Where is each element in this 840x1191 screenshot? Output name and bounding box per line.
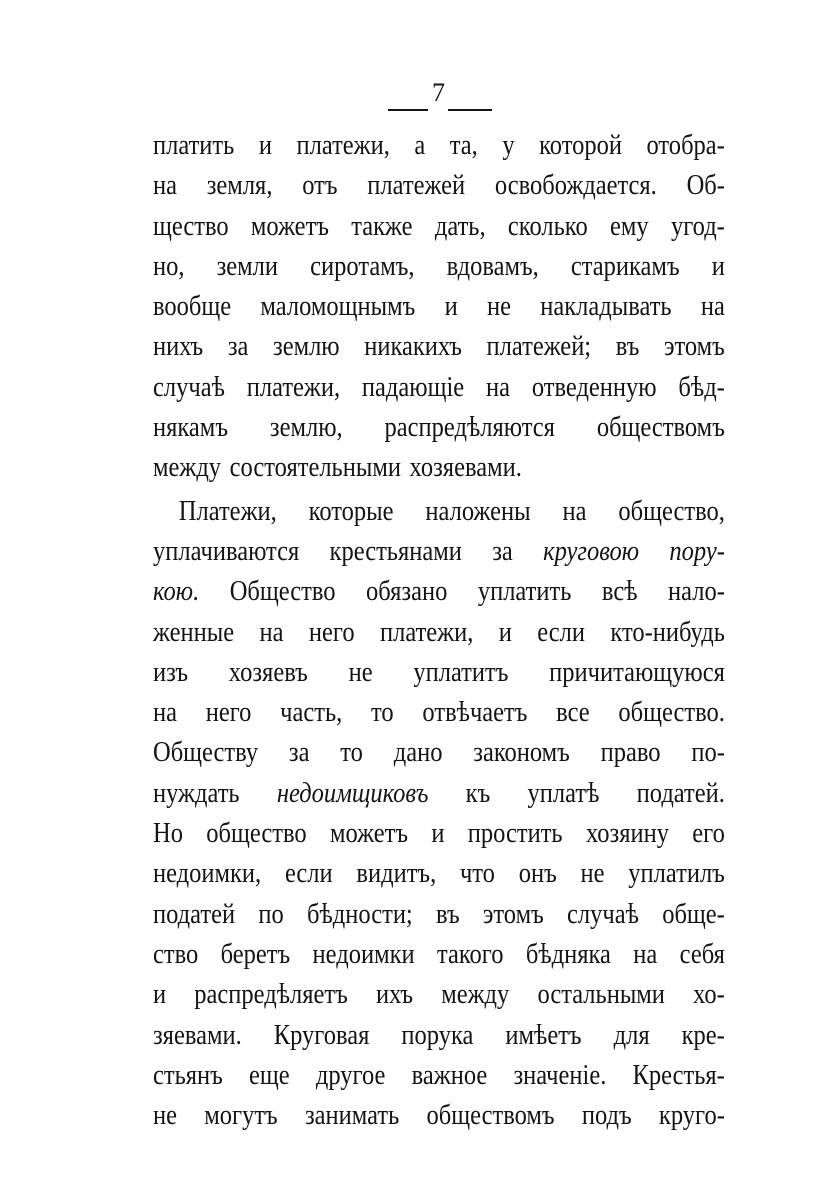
word: щество: [153, 210, 229, 242]
word: земли: [216, 250, 279, 282]
word: дать,: [434, 210, 486, 242]
word: которые: [308, 495, 394, 527]
word: уплачиваются: [153, 535, 300, 567]
word: ихъ: [375, 979, 414, 1011]
word: если: [537, 616, 585, 648]
text-line: [153, 895, 725, 935]
word: на: [485, 371, 510, 403]
word: хозяину: [585, 818, 669, 850]
text-line: [153, 368, 725, 408]
word: отведенную: [531, 371, 657, 403]
word: все: [556, 697, 590, 729]
word: податей: [153, 898, 236, 930]
word: уплатить: [477, 576, 572, 608]
word: освобождается.: [494, 170, 657, 202]
word: бѣдняка: [525, 938, 611, 970]
text-line: [153, 935, 725, 975]
word: недоимки: [312, 938, 415, 970]
word: платежи,: [246, 371, 341, 403]
text-line: [153, 814, 725, 854]
word: занимать: [304, 1100, 400, 1132]
word: остальными: [537, 979, 665, 1011]
word: право: [600, 737, 661, 769]
word: для: [613, 1019, 650, 1051]
word: платить: [153, 130, 235, 161]
word: Но: [153, 818, 183, 850]
word: имѣетъ: [505, 1019, 582, 1051]
word: вдовамъ,: [446, 250, 539, 282]
word: нихъ: [153, 331, 204, 363]
word: хозяевъ: [228, 656, 308, 688]
header-dash-right: [448, 109, 492, 111]
word: и: [431, 818, 445, 850]
word: у: [502, 130, 515, 161]
text-line: [153, 1056, 725, 1096]
word: кою.: [153, 576, 200, 608]
word: закономъ: [473, 737, 570, 769]
word: него: [308, 616, 355, 648]
word: наложены: [425, 495, 531, 527]
word: женные: [153, 616, 235, 648]
word: угод-: [670, 210, 725, 242]
word: сколько: [507, 210, 588, 242]
word: землю,: [269, 412, 343, 444]
word: стьянъ: [153, 1059, 223, 1091]
word: зяевами.: [153, 1019, 242, 1051]
word: онъ: [518, 858, 557, 890]
word: въ: [436, 898, 460, 930]
word: за: [492, 535, 513, 567]
word: него: [205, 697, 252, 729]
text-line: [153, 1016, 725, 1056]
text-line: [153, 572, 725, 612]
word: общество,: [618, 495, 725, 527]
word: земля,: [206, 170, 273, 202]
word: та,: [449, 130, 478, 161]
word: кто-нибудь: [610, 616, 725, 648]
word: между: [441, 979, 510, 1011]
word: круговою: [543, 535, 640, 567]
word: Об-: [686, 170, 725, 202]
word: еще: [249, 1059, 290, 1091]
word: подъ: [581, 1100, 632, 1132]
text-line: [153, 492, 725, 532]
text-line: [153, 653, 725, 693]
word: на: [153, 697, 177, 729]
word: можетъ: [250, 210, 329, 242]
word: и: [153, 979, 167, 1011]
word: обще-: [662, 898, 725, 930]
word: и: [444, 291, 458, 323]
text-line: [153, 247, 725, 287]
word: не: [580, 858, 605, 890]
word: по-: [691, 737, 725, 769]
word: обществомъ: [426, 1100, 555, 1132]
word: простить: [467, 818, 563, 850]
word: хо-: [693, 979, 725, 1011]
word: могутъ: [204, 1100, 278, 1132]
text-line: [153, 448, 725, 488]
word: бѣдности;: [306, 898, 413, 930]
word: обязано: [365, 576, 448, 608]
word: недоимщиковъ: [276, 777, 429, 809]
word: между: [153, 452, 222, 484]
word: обществомъ: [596, 412, 725, 444]
text-line: [153, 975, 725, 1015]
word: кре-: [681, 1019, 725, 1051]
word: накладывать: [540, 291, 672, 323]
word: маломощнымъ: [260, 291, 416, 323]
text-line: [153, 774, 725, 814]
word: беретъ: [220, 938, 291, 970]
text-line: [153, 733, 725, 773]
word: его: [692, 818, 725, 850]
word: платежи,: [379, 616, 474, 648]
word: общество: [206, 818, 307, 850]
word: другое: [315, 1059, 386, 1091]
word: а: [414, 130, 426, 161]
word: податей.: [636, 777, 725, 809]
word: отобра-: [646, 130, 725, 161]
word: уплатѣ: [527, 777, 600, 809]
word: пору-: [669, 535, 725, 567]
word: на: [700, 291, 725, 323]
word: недоимки,: [153, 858, 262, 890]
word: отъ: [302, 170, 338, 202]
word: крестьянами: [329, 535, 462, 567]
word: такого: [436, 938, 504, 970]
word: по: [258, 898, 284, 930]
word: къ: [465, 777, 491, 809]
word: Платежи,: [178, 495, 277, 527]
word: этомъ: [663, 331, 725, 363]
word: то: [371, 697, 394, 729]
word: часть,: [280, 697, 343, 729]
word: не: [348, 656, 373, 688]
word: бѣд-: [678, 371, 725, 403]
word: Общество: [229, 576, 336, 608]
word: землю: [273, 331, 340, 363]
word: причитающуюся: [549, 656, 725, 688]
text-line: [153, 287, 725, 327]
word: Обществу: [153, 737, 259, 769]
body-text: [153, 126, 725, 1136]
text-line: [153, 207, 725, 247]
word: ство: [153, 938, 199, 970]
word: въ: [615, 331, 640, 363]
word: уплатитъ: [413, 656, 509, 688]
word: на: [259, 616, 284, 648]
word: сиротамъ,: [310, 250, 415, 282]
word: этомъ: [482, 898, 544, 930]
word: также: [351, 210, 413, 242]
word: уплатилъ: [628, 858, 725, 890]
word: Крестья-: [632, 1059, 725, 1091]
word: не: [486, 291, 511, 323]
word: нало-: [668, 576, 725, 608]
word: на: [633, 938, 658, 970]
word: платежи,: [296, 130, 390, 161]
word: нуждать: [153, 777, 240, 809]
text-line: [153, 854, 725, 894]
word: отвѣчаетъ: [422, 697, 528, 729]
word: изъ: [153, 656, 189, 688]
word: общество.: [618, 697, 725, 729]
text-line: [153, 613, 725, 653]
word: на: [153, 170, 177, 202]
word: платежей: [367, 170, 466, 202]
word: и: [711, 250, 725, 282]
header-dash-left: [388, 109, 428, 111]
word: что: [459, 858, 495, 890]
word: случаѣ: [567, 898, 639, 930]
word: но,: [153, 250, 185, 282]
text-line: [153, 693, 725, 733]
page-header: [0, 78, 840, 118]
word: никакихъ: [364, 331, 462, 363]
text-line: [153, 532, 725, 572]
word: распредѣляетъ: [194, 979, 348, 1011]
text-line: [153, 166, 725, 206]
word: дано: [393, 737, 443, 769]
word: круго-: [658, 1100, 725, 1132]
text-line: [153, 327, 725, 367]
word: падающіе: [361, 371, 465, 403]
word: случаѣ: [153, 371, 225, 403]
word: порука: [401, 1019, 474, 1051]
text-line: [153, 1096, 725, 1136]
word: Круговая: [273, 1019, 370, 1051]
word: платежей;: [486, 331, 592, 363]
word: на: [562, 495, 587, 527]
word: видитъ,: [356, 858, 437, 890]
word: някамъ: [153, 412, 228, 444]
word: за: [227, 331, 249, 363]
word: состоятельными: [229, 452, 401, 484]
word: значеніе.: [513, 1059, 607, 1091]
word: можетъ: [329, 818, 408, 850]
page-number: 7: [432, 78, 445, 107]
word: если: [284, 858, 333, 890]
word: и: [498, 616, 512, 648]
word: всѣ: [601, 576, 638, 608]
text-line: [153, 408, 725, 448]
word: то: [340, 737, 363, 769]
word: и: [258, 130, 272, 161]
word: распредѣляются: [384, 412, 555, 444]
word: ему: [610, 210, 649, 242]
word: важное: [411, 1059, 488, 1091]
word: за: [288, 737, 310, 769]
word: которой: [539, 130, 622, 161]
word: хозяевами.: [409, 452, 522, 484]
word: старикамъ: [570, 250, 680, 282]
word: вообще: [153, 291, 232, 323]
word: не: [153, 1100, 177, 1132]
word: себя: [679, 938, 725, 970]
text-line: [153, 126, 725, 166]
